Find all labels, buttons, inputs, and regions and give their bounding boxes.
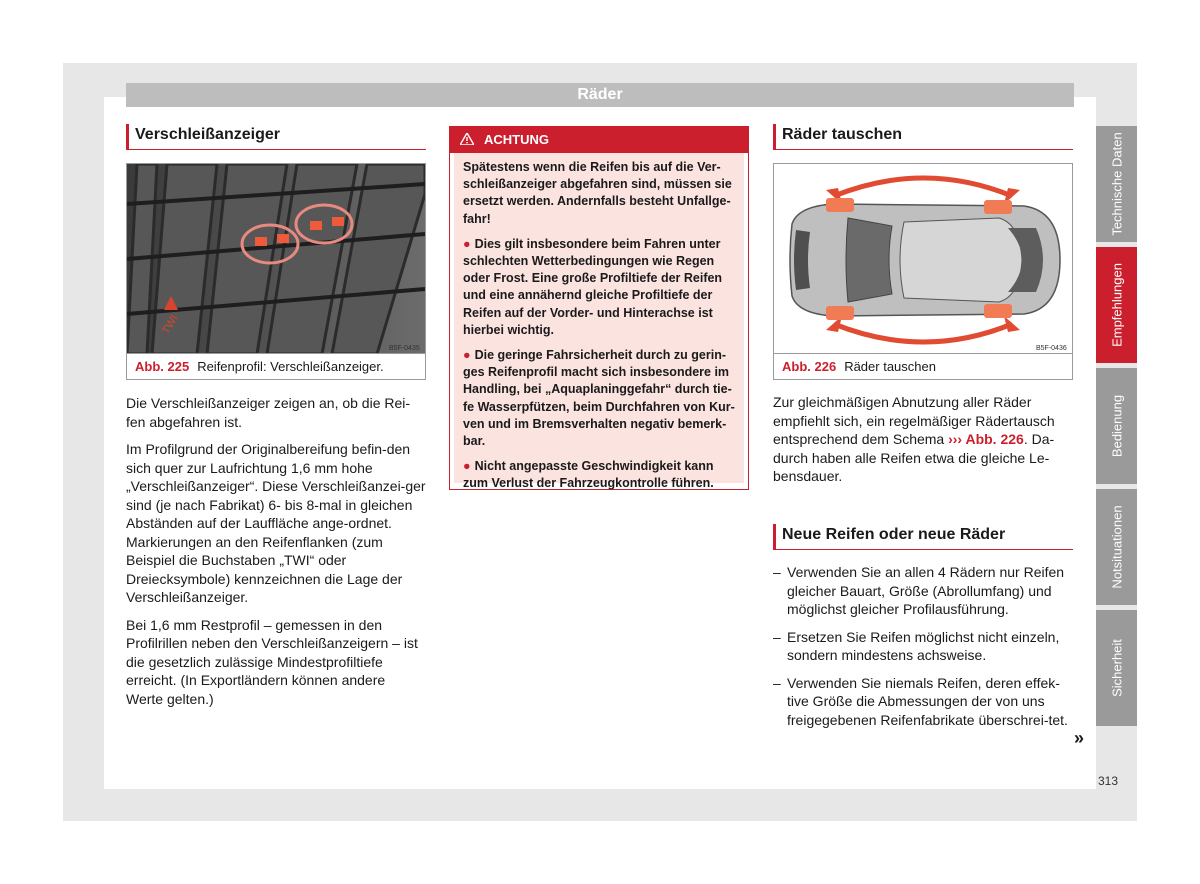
figure-caption-text: Reifenprofil: Verschleißanzeiger.: [197, 359, 384, 374]
bullet-icon: ●: [463, 348, 471, 363]
tab-sicherheit[interactable]: Sicherheit: [1096, 610, 1137, 726]
heading-raeder-tauschen: Räder tauschen: [773, 124, 1073, 150]
warning-header: [450, 127, 748, 153]
figure-wheel-rotation: [773, 163, 1073, 380]
tire-tread-image: [127, 164, 425, 354]
tab-empfehlungen[interactable]: Empfehlungen: [1096, 247, 1137, 363]
bullet-icon: ●: [463, 459, 471, 474]
figure-caption-text: Räder tauschen: [844, 359, 936, 374]
twi-marking: TWI: [160, 312, 181, 337]
paragraph: Zur gleichmäßigen Abnutzung aller Räder empfiehlt sich, ein regelmäßiger Rädertausch entsprechend dem Schema ››› Abb. 226. Da-durch haben alle Reifen etwa die gleiche Le-bensdauer.: [773, 394, 1055, 484]
list-item: – Verwenden Sie niemals Reifen, deren effek-tive Größe die Abmessungen der von uns freigegebenen Reifenfabrikate überschrei-tet.: [773, 674, 1068, 728]
left-body-text: [126, 394, 426, 717]
figure-code: B5F-0436: [1036, 345, 1067, 352]
warning-box: [449, 126, 749, 490]
list-item: – Verwenden Sie an allen 4 Rädern nur Reifen gleicher Bauart, Größe (Abrollumfang) und möglichst gleicher Profilausführung.: [773, 564, 1065, 617]
warning-triangle-icon: [460, 127, 474, 153]
figure-tire-tread: [126, 163, 426, 380]
heading-neue-reifen: Neue Reifen oder neue Räder: [773, 524, 1073, 550]
warning-intro: Spätestens wenn die Reifen bis auf die Ver-schleißanzeiger abgefahren sind, müssen sie ersetzt werden. Andernfalls besteht Unfallge-fahr!: [463, 160, 732, 226]
paragraph: Bei 1,6 mm Restprofil – gemessen in den Profilrillen neben den Verschleißanzeigern – ist die gesetzlich zulässige Mindestprofiltiefe erreicht. (In Exportländern können andere Werte gelten.): [126, 616, 418, 707]
instruction-list: [773, 563, 1078, 738]
tab-technische-daten[interactable]: Technische Daten: [1096, 126, 1137, 242]
warning-title: ACHTUNG: [484, 132, 549, 147]
paragraph: Die Verschleißanzeiger zeigen an, ob die Rei-fen abgefahren ist.: [126, 395, 411, 430]
figure-reference-link[interactable]: ››› Abb. 226: [948, 431, 1024, 447]
dash-marker: –: [773, 628, 781, 645]
wheel-rotation-image: [774, 164, 1072, 354]
paragraph: Im Profilgrund der Originalbereifung befin-den sich quer zur Laufrichtung 1,6 mm hohe „Verschleißanzeiger“. Diese Verschleißanzei-ger sind (je nach Fabrikat) 6- bis 8-mal in gleichen Abständen auf der Lauffläche ange-ordnet. Markierungen an den Reifenflanken (zum Beispiel die Buchstaben „TWI“ oder Dreiecksymbole) kennzeichnen die Lage der Verschleißanzeiger.: [126, 441, 426, 605]
heading-verschleissanzeiger: Verschleißanzeiger: [126, 124, 426, 150]
figure-label: Abb. 226: [782, 359, 837, 374]
section-header: Räder: [126, 83, 1074, 107]
figure-caption: [774, 353, 1072, 379]
list-item: – Ersetzen Sie Reifen möglichst nicht einzeln, sondern mindestens achsweise.: [773, 628, 1060, 663]
tab-notsituationen[interactable]: Notsituationen: [1096, 489, 1137, 605]
tab-bedienung[interactable]: Bedienung: [1096, 368, 1137, 484]
page-number: 313: [1098, 774, 1119, 788]
warning-bullet: ● Dies gilt insbesondere beim Fahren unter schlechten Wetterbedingungen wie Regen oder Frost. Eine große Profiltiefe der Reifen und eine annähernd gleiche Profiltiefe der Reifen auf der Vorder- und Hinterachse ist hierbei wichtig.: [463, 236, 723, 337]
dash-marker: –: [773, 564, 781, 580]
warning-bullet: ● Die geringe Fahrsicherheit durch zu gerin-ges Reifenprofil macht sich insbesondere im Handling, bei „Aquaplaninggefahr“ durch tie-fe Wasserpfützen, beim Durchfahren von Kur-ven und im Bremsverhalten negativ bemerk-bar.: [463, 348, 735, 449]
figure-code: B5F-0435: [389, 345, 420, 352]
figure-label: Abb. 225: [135, 359, 190, 374]
warning-bullet: ● Nicht angepasste Geschwindigkeit kann zum Verlust der Fahrzeugkontrolle führen.: [463, 459, 714, 491]
right-body-text: [773, 393, 1073, 495]
dash-marker: –: [773, 674, 781, 691]
continue-arrow-icon: »: [1074, 728, 1085, 748]
figure-caption: [127, 353, 425, 379]
bullet-icon: ●: [463, 236, 471, 251]
warning-body: [454, 153, 744, 491]
